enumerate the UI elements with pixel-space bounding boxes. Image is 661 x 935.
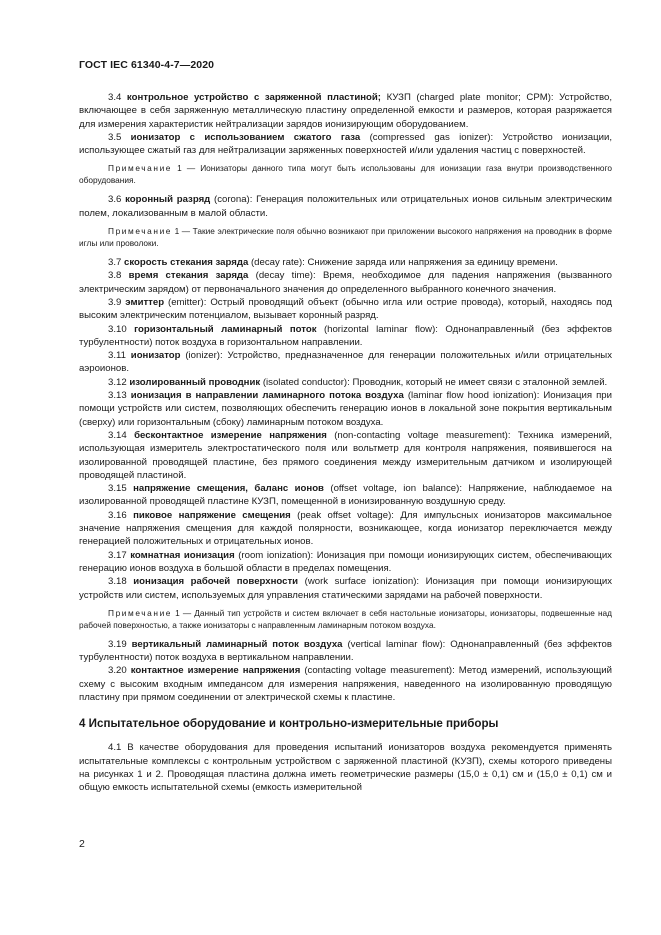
definitions-block-4 [79, 638, 612, 704]
definition-text: (compressed gas ionizer): Устройство ионизации, использующее сжатый газ для нейтрализации заряженных поверхностей и/или удаления частиц с поверхностей. [79, 131, 612, 157]
definition-paragraph [79, 575, 612, 602]
definitions-block-3 [79, 256, 612, 602]
definition-number: 3.15 [108, 483, 127, 495]
definition-text: (work surface ionization): Ионизация при помощи ионизирующих устройств или систем, используемых для управления статическими зарядами на рабочей поверхности. [79, 576, 612, 601]
definition-number: 3.17 [108, 549, 127, 561]
definition-paragraph [79, 296, 612, 323]
note-label: Примечание [108, 163, 173, 174]
definition-number: 3.6 [108, 194, 122, 206]
definition-term: эмиттер [125, 296, 165, 308]
page-number: 2 [79, 838, 85, 850]
definition-term: вертикальный ламинарный поток воздуха [131, 638, 343, 650]
definition-text: КУЗП (charged plate monitor; CPM): Устройство, включающее в себя заряженную металлическую пластину определенной емкости и размеров, которая разряжается для измерения характеристик нейтрализации зарядов ионизирующим оборудованием. [79, 92, 613, 130]
definition-text: (horizontal laminar flow): Однонаправленный (без эффектов турбулентности) поток воздуха в горизонтальном направлении. [79, 323, 613, 348]
note-label: Примечание [108, 226, 173, 237]
definition-paragraph [79, 638, 612, 665]
definition-term: ионизация в направлении ламинарного потока воздуха [130, 390, 404, 402]
definition-number: 3.13 [108, 390, 127, 402]
definition-text: (decay rate): Снижение заряда или напряжения за единицу времени. [248, 257, 558, 269]
definition-term: контрольное устройство с заряженной пластиной; [126, 92, 381, 103]
definition-text: (offset voltage, ion balance): Напряжение, наблюдаемое на изолированной проводящей пластине КУЗП, помещенной в ионизированную воздушную среду. [79, 483, 612, 508]
definition-term: коронный разряд [125, 194, 211, 206]
definition-paragraph [79, 349, 612, 376]
definition-number: 3.18 [108, 576, 127, 588]
definition-term: бесконтактное измерение напряжения [134, 429, 327, 441]
note-paragraph [79, 225, 612, 249]
definition-paragraph [79, 269, 612, 296]
definitions-block-2 [79, 193, 612, 220]
section-heading: 4 Испытательное оборудование и контрольно-измерительные приборы [79, 717, 499, 731]
definition-term: контактное измерение напряжения [130, 665, 301, 677]
definition-term: ионизатор [130, 350, 181, 362]
definition-text: (contacting voltage measurement): Метод измерений, использующий схему с высоким входным импедансом для измерения напряжения, наведенного на изолированную проводящую пластину при прямом соединении от электрической схемы к пластине. [79, 665, 612, 703]
definition-paragraph [79, 549, 612, 576]
section-paragraph: 4.1 В качестве оборудования для проведения испытаний ионизаторов воздуха рекомендуется применять испытательные комплексы с контрольным устройством с заряженной пластиной (КУЗП), схемы которого приведены на рисунках 1 и 2. Проводящая пластина должна иметь геометрические размеры (15,0 ± 0,1) см и (15,0 ± 0,1) см и общую емкость испытательной схемы (емкость измерительной [79, 742, 612, 794]
definition-term: горизонтальный ламинарный поток [134, 323, 317, 335]
definition-paragraph [79, 482, 612, 509]
definition-paragraph [79, 389, 612, 429]
definition-text: (isolated conductor): Проводник, который не имеет связи с эталонной землей. [260, 376, 608, 388]
definition-paragraph [79, 256, 612, 269]
definition-term: изолированный проводник [129, 376, 261, 388]
definition-number: 3.16 [108, 509, 127, 521]
definition-paragraph [79, 429, 612, 482]
definition-text: (non-contacting voltage measurement): Техника измерений, использующая измеритель электростатического поля или вольтметр для контроля напряжения, появившегося на изолированной проводящей пластине, без прямого соединения между измерительным датчиком и изолирующей проводящей пластиной. [79, 429, 612, 481]
definition-text: (ionizer): Устройство, предназначенное для генерации положительных и/или отрицательных аэроионов. [79, 350, 612, 375]
note-text: 1 — Данный тип устройств и систем включает в себя настольные ионизаторы, ионизаторы, подвешенные над рабочей поверхностью, а также ионизаторы с направленным ламинарным потоком воздуха. [79, 607, 612, 630]
definition-term: комнатная ионизация [130, 549, 235, 561]
definition-text: (laminar flow hood ionization): Ионизация при помощи устройств или систем, позволяющих обеспечить генерацию ионов в локальной зоне покрытия вертикальным (сверху) или горизонтальным (сбоку) ламинарным потоком воздуха. [79, 390, 612, 428]
definition-paragraph [79, 193, 612, 220]
definition-term: время стекания заряда [128, 270, 249, 282]
definition-text: (decay time): Время, необходимое для падения напряжения (вызванного электрическим зарядом) от первоначального значения до определенного выбранного конечного значения. [79, 270, 613, 295]
definition-text: (peak offset voltage): Для импульсных ионизаторов максимальное значение напряжения смещения для каждой полярности, возникающее, когда ионизатор переключается между генерацией положительных и отрицательных ионов. [79, 509, 612, 548]
definition-paragraph [79, 323, 612, 350]
definition-number: 3.12 [108, 376, 127, 388]
definition-number: 3.4 [108, 92, 122, 103]
definition-term: напряжение смещения, баланс ионов [133, 483, 324, 495]
definition-term: скорость стекания заряда [124, 257, 249, 269]
note-text: 1 — Ионизаторы данного типа могут быть использованы для ионизации газа внутри производственного оборудования. [79, 163, 612, 186]
definition-paragraph [79, 664, 612, 704]
definition-paragraph [79, 509, 612, 549]
definition-term: ионизация рабочей поверхности [133, 576, 299, 588]
definition-number: 3.7 [108, 257, 122, 269]
definition-number: 3.5 [108, 131, 122, 143]
definition-term: пиковое напряжение смещения [133, 509, 291, 521]
note-text: 1 — Такие электрические поля обычно возникают при приложении высокого напряжения на проводник в форме иглы или проволоки. [79, 226, 612, 249]
definition-number: 3.8 [108, 270, 122, 282]
definition-number: 3.10 [108, 323, 127, 335]
definition-number: 3.19 [108, 638, 127, 650]
note-paragraph [79, 607, 612, 631]
definition-term: ионизатор с использованием сжатого газа [130, 131, 361, 143]
definition-paragraph [79, 131, 612, 158]
definition-text: (emitter): Острый проводящий объект (обычно игла или острие провода), который, находясь под высоким электрическим потенциалом, вызывает коронный разряд. [79, 296, 612, 322]
definition-number: 3.9 [108, 296, 122, 308]
document-body [79, 91, 612, 794]
note-label: Примечание [108, 607, 173, 618]
note-paragraph [79, 162, 612, 186]
definition-number: 3.14 [108, 429, 127, 441]
definition-paragraph [79, 91, 612, 131]
document-header: ГОСТ IEC 61340-4-7—2020 [79, 59, 215, 71]
definition-number: 3.20 [108, 665, 127, 677]
definition-text: (room ionization): Ионизация при помощи ионизирующих систем, обеспечивающих генерацию ионов воздуха в большой области в пределах помещения. [79, 549, 612, 574]
definition-number: 3.11 [108, 350, 126, 362]
definitions-block-1 [79, 91, 612, 157]
definition-text: (vertical laminar flow): Однонаправленный (без эффектов турбулентности) поток воздуха в вертикальном направлении. [79, 638, 612, 664]
definition-paragraph [79, 376, 612, 389]
definition-text: (corona): Генерация положительных или отрицательных ионов сильным электрическим полем, локализованным в малой области. [79, 194, 612, 219]
